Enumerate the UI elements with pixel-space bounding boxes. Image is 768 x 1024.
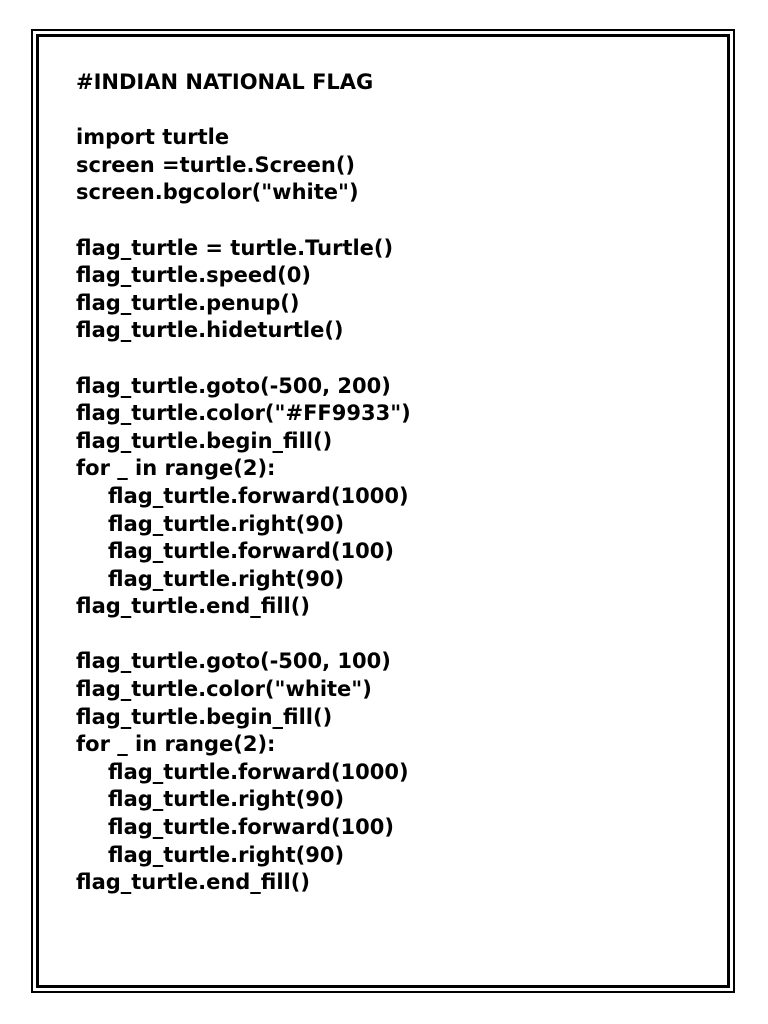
code-line: flag_turtle.goto(-500, 200) bbox=[76, 373, 391, 398]
code-line-indented: flag_turtle.forward(100) bbox=[108, 815, 394, 840]
code-line: flag_turtle.color("white") bbox=[76, 677, 372, 702]
code-line-indented: flag_turtle.right(90) bbox=[108, 842, 345, 867]
code-line-blank bbox=[76, 621, 411, 649]
code-line: flag_turtle.begin_fill() bbox=[76, 704, 333, 729]
code-line: screen.bgcolor("white") bbox=[76, 180, 359, 205]
code-line: import turtle bbox=[76, 125, 230, 150]
code-line: flag_turtle.goto(-500, 100) bbox=[76, 649, 391, 674]
code-line: flag_turtle.color("#FF9933") bbox=[76, 401, 411, 426]
code-listing bbox=[76, 69, 411, 897]
code-line: for _ in range(2): bbox=[76, 456, 276, 481]
code-line: flag_turtle.hideturtle() bbox=[76, 318, 344, 343]
code-line: screen =turtle.Screen() bbox=[76, 152, 356, 177]
code-line-indented: flag_turtle.forward(1000) bbox=[108, 759, 409, 784]
code-line: flag_turtle.speed(0) bbox=[76, 263, 311, 288]
code-line: for _ in range(2): bbox=[76, 732, 276, 757]
code-line: flag_turtle.penup() bbox=[76, 290, 300, 315]
code-line-title: #INDIAN NATIONAL FLAG bbox=[76, 70, 374, 94]
code-line-indented: flag_turtle.forward(1000) bbox=[108, 483, 409, 508]
code-line-indented: flag_turtle.forward(100) bbox=[108, 539, 394, 564]
code-line-blank bbox=[76, 345, 411, 373]
code-line: flag_turtle.begin_fill() bbox=[76, 428, 333, 453]
code-line-indented: flag_turtle.right(90) bbox=[108, 566, 345, 591]
code-line: flag_turtle.end_fill() bbox=[76, 870, 310, 895]
code-line-blank bbox=[76, 207, 411, 235]
code-line: flag_turtle = turtle.Turtle() bbox=[76, 235, 394, 260]
code-line-indented: flag_turtle.right(90) bbox=[108, 511, 345, 536]
code-line-indented: flag_turtle.right(90) bbox=[108, 787, 345, 812]
code-line: flag_turtle.end_fill() bbox=[76, 594, 310, 619]
code-line-blank bbox=[76, 97, 411, 125]
